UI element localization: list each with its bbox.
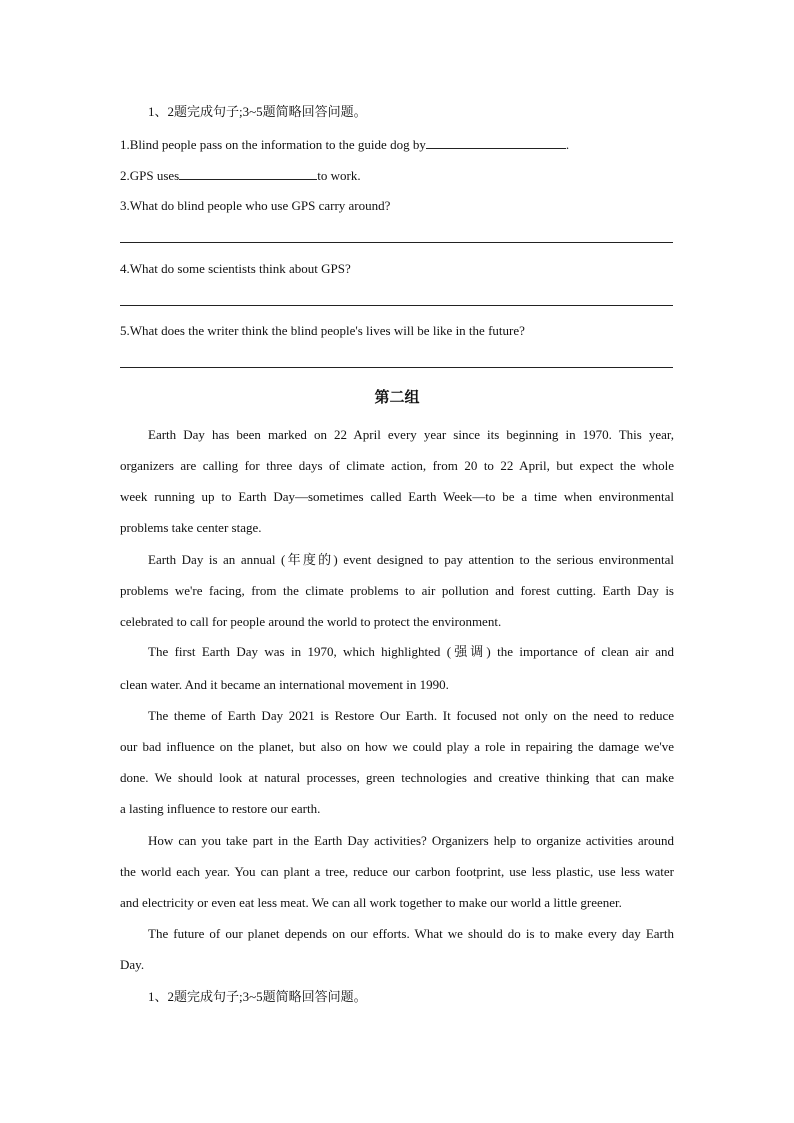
paragraph-5-line: the world each year. You can plant a tree, reduce our carbon footprint, use less plastic, use less water xyxy=(120,864,674,879)
question-2 xyxy=(120,167,676,184)
paragraph-4-line: a lasting influence to restore our earth. xyxy=(120,801,321,816)
paragraph-4-line: The theme of Earth Day 2021 is Restore Our Earth. It focused not only on the need to reduce xyxy=(148,708,674,723)
question-1-end: . xyxy=(565,137,570,152)
paragraph-6-line: Day. xyxy=(120,957,145,972)
question-5: 5.What does the writer think the blind people's lives will be like in the future? xyxy=(120,323,525,338)
paragraph-6-line: The future of our planet depends on our efforts. What we should do is to make every day Earth xyxy=(148,926,674,941)
instruction-text: 1、2题完成句子;3~5题简略回答问题。 xyxy=(148,104,367,119)
answer-blank-2[interactable] xyxy=(179,167,317,180)
paragraph-5-line: How can you take part in the Earth Day activities? Organizers help to organize activities around xyxy=(148,833,674,848)
instruction-text-2: 1、2题完成句子;3~5题简略回答问题。 xyxy=(148,989,367,1004)
answer-line-3[interactable] xyxy=(120,242,673,243)
answer-line-5[interactable] xyxy=(120,367,673,368)
question-1-text: 1.Blind people pass on the information to the guide dog by xyxy=(120,137,426,152)
paragraph-4-line: our bad influence on the planet, but also on how we could play a role in repairing the damage we've xyxy=(120,739,674,754)
paragraph-2-line: celebrated to call for people around the world to protect the environment. xyxy=(120,614,502,629)
paragraph-1-line: problems take center stage. xyxy=(120,520,262,535)
question-2-end: to work. xyxy=(317,168,361,183)
question-3: 3.What do blind people who use GPS carry around? xyxy=(120,198,391,213)
paragraph-3-line: clean water. And it became an international movement in 1990. xyxy=(120,677,449,692)
paragraph-2-line: Earth Day is an annual (年度的) event designed to pay attention to the serious environmental xyxy=(148,552,674,567)
question-2-text: 2.GPS uses xyxy=(120,168,180,183)
answer-blank-1[interactable] xyxy=(426,136,566,149)
question-1 xyxy=(120,136,676,153)
paragraph-4-line: done. We should look at natural processes, green technologies and creative thinking that can make xyxy=(120,770,674,785)
paragraph-1-line: week running up to Earth Day—sometimes called Earth Week—to be a time when environmental xyxy=(120,489,674,504)
question-4: 4.What do some scientists think about GPS? xyxy=(120,261,351,276)
answer-line-4[interactable] xyxy=(120,305,673,306)
section-heading: 第二组 xyxy=(374,390,420,406)
paragraph-1-line: Earth Day has been marked on 22 April every year since its beginning in 1970. This year, xyxy=(148,427,674,442)
paragraph-2-line: problems we're facing, from the climate problems to air pollution and forest cutting. Earth Day is xyxy=(120,583,674,598)
paragraph-1-line: organizers are calling for three days of climate action, from 20 to 22 April, but expect the whole xyxy=(120,458,674,473)
paragraph-3-line: The first Earth Day was in 1970, which highlighted (强调) the importance of clean air and xyxy=(148,644,674,659)
paragraph-5-line: and electricity or even eat less meat. We can all work together to make our world a little greener. xyxy=(120,895,622,910)
